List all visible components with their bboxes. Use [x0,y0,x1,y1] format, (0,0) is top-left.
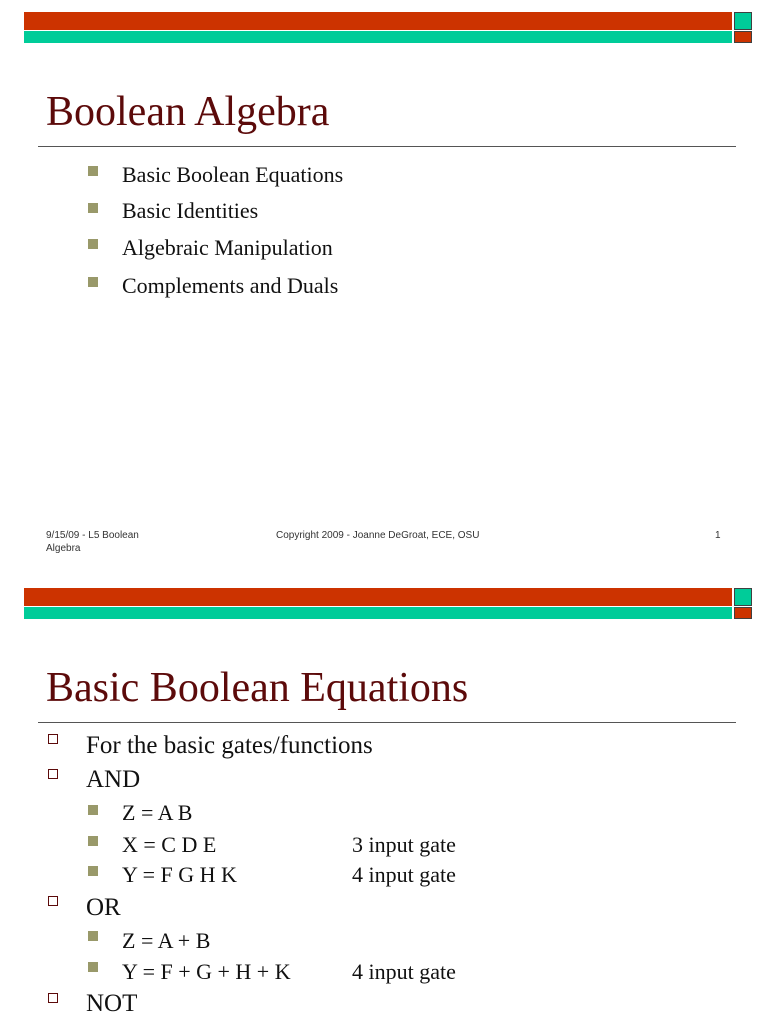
header-red-bar [24,12,732,30]
footer-page-number: 1 [715,530,721,541]
bullet-item: Complements and Duals [122,273,339,298]
header-green-square [734,12,752,30]
bullet-item: For the basic gates/functions [86,732,373,759]
header-red-square [734,607,752,619]
header-red-bar [24,588,732,606]
square-bullet-icon [88,931,98,941]
slide-title: Basic Boolean Equations [46,665,469,711]
header-red-square [734,31,752,43]
equation: Y = F + G + H + K [122,959,291,984]
bullet-item: AND [86,766,141,793]
equation-note: 4 input gate [352,959,456,984]
hollow-square-bullet-icon [48,769,58,779]
square-bullet-icon [88,239,98,249]
slide-title: Boolean Algebra [46,89,330,135]
hollow-square-bullet-icon [48,896,58,906]
square-bullet-icon [88,277,98,287]
hollow-square-bullet-icon [48,734,58,744]
bullet-item: Basic Boolean Equations [122,162,344,187]
equation: X = C D E [122,832,217,857]
bullet-item: NOT [86,990,138,1017]
bullet-item: OR [86,894,121,921]
square-bullet-icon [88,866,98,876]
square-bullet-icon [88,166,98,176]
footer-copyright: Copyright 2009 - Joanne DeGroat, ECE, OSU [276,530,480,541]
title-rule [38,146,736,147]
equation: Z = A B [122,800,193,825]
hollow-square-bullet-icon [48,993,58,1003]
footer-date-line2: Algebra [46,543,81,554]
equation: Y = F G H K [122,862,237,887]
equation: Z = A + B [122,928,211,953]
bullet-item: Basic Identities [122,198,259,223]
square-bullet-icon [88,203,98,213]
square-bullet-icon [88,962,98,972]
bullet-item: Algebraic Manipulation [122,235,333,260]
square-bullet-icon [88,836,98,846]
square-bullet-icon [88,805,98,815]
equation-note: 4 input gate [352,862,456,887]
header-green-square [734,588,752,606]
equation-note: 3 input gate [352,832,456,857]
header-green-bar [24,31,732,43]
footer-date-line1: 9/15/09 - L5 Boolean [46,530,139,541]
footer-date [46,529,139,555]
header-green-bar [24,607,732,619]
slide-2 [0,576,768,1024]
title-rule [38,722,736,723]
